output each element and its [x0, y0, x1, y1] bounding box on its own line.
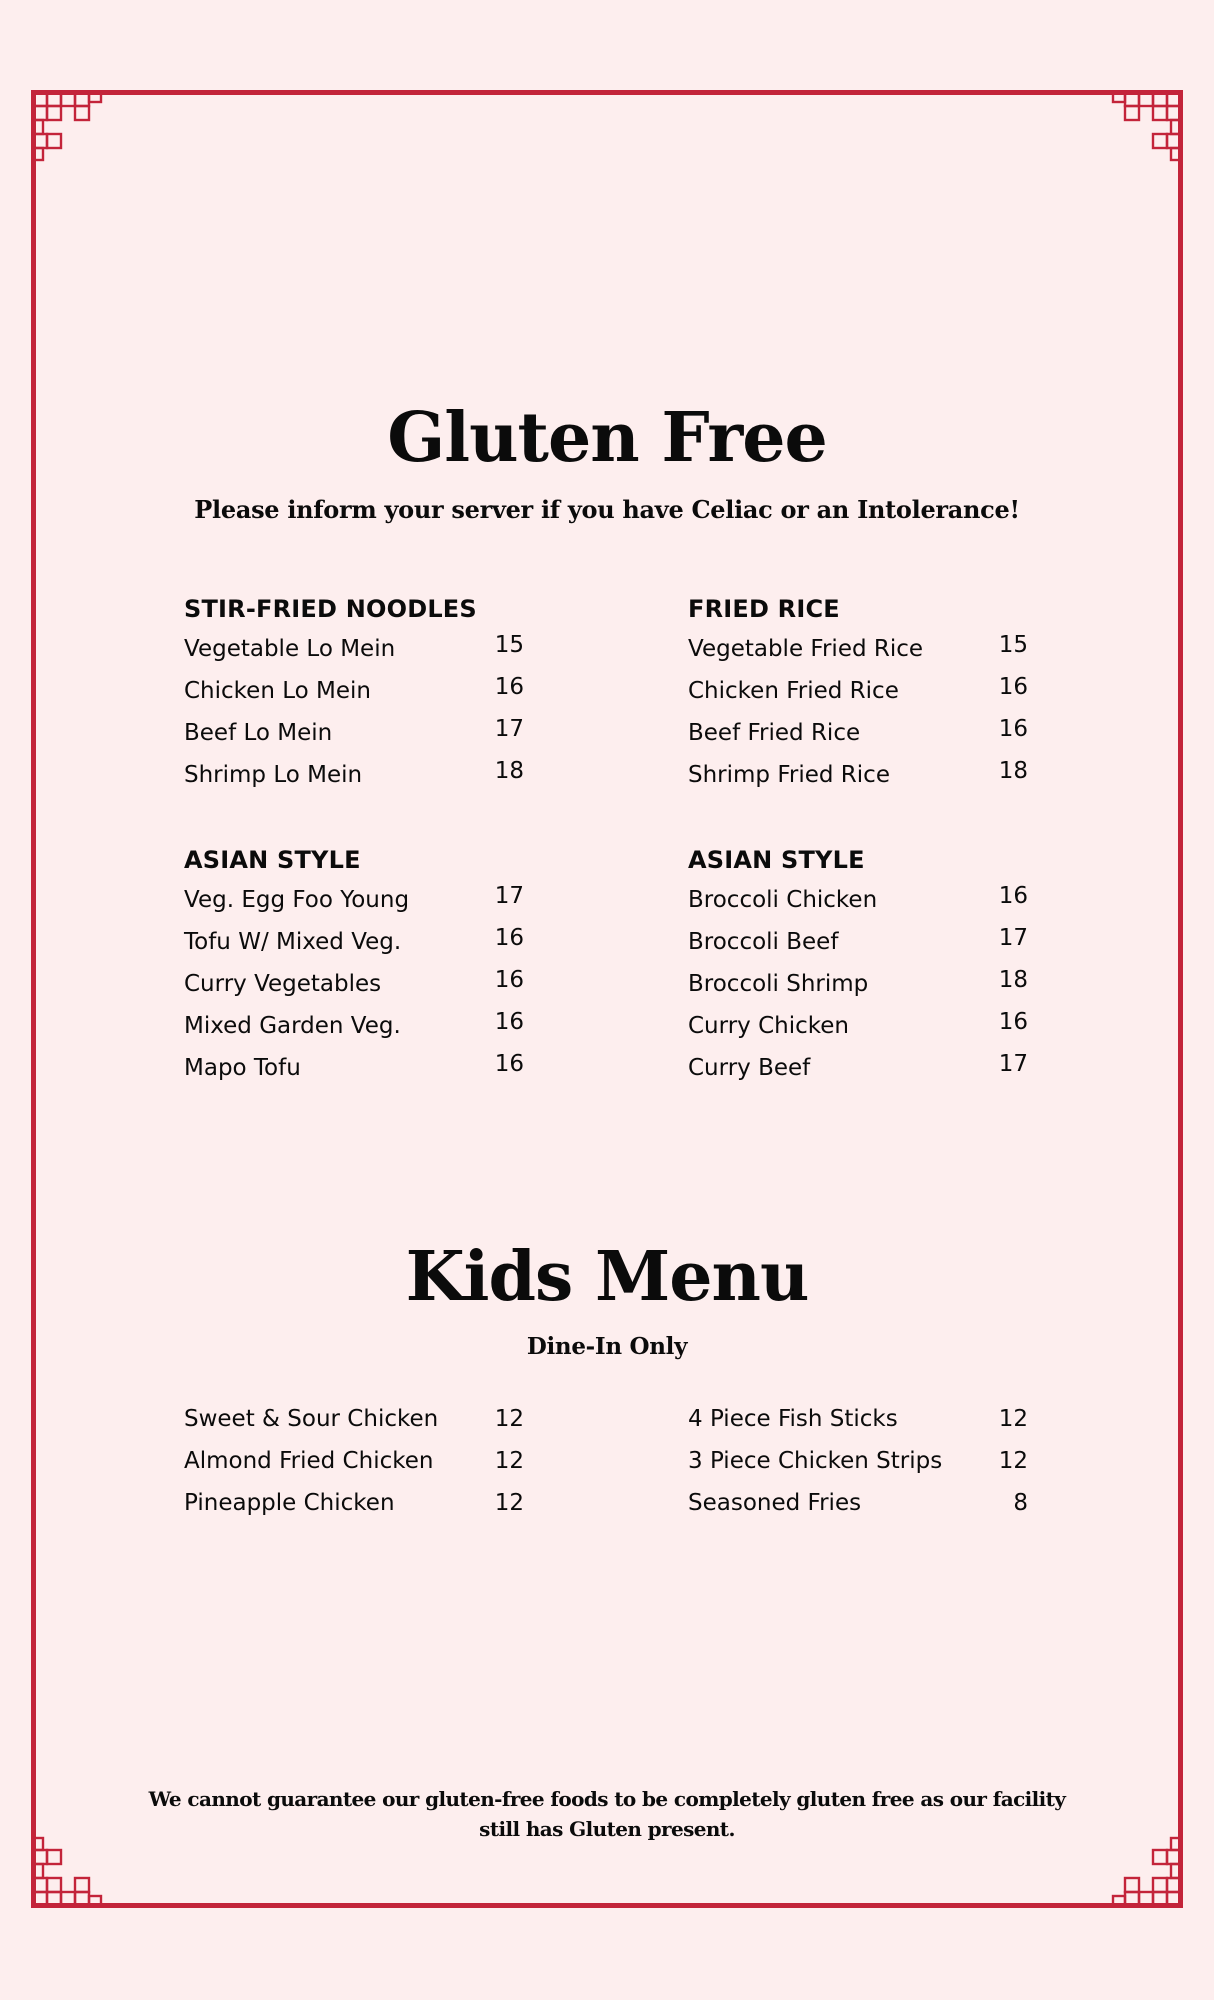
menu-item: [184, 1011, 524, 1053]
section-fried-rice: [688, 594, 1028, 802]
item-name: Chicken Lo Mein: [184, 678, 371, 704]
item-price: 12: [998, 1448, 1028, 1474]
kids-menu-column-right: [688, 1404, 1028, 1530]
item-price: 12: [494, 1490, 524, 1516]
item-name: Curry Beef: [688, 1055, 811, 1081]
item-price: 16: [494, 967, 524, 993]
lattice-corner-icon-bottom-right: [1111, 1836, 1183, 1908]
section-heading: ASIAN STYLE: [688, 846, 865, 874]
section-heading: STIR-FRIED NOODLES: [184, 595, 477, 623]
item-name: Vegetable Lo Mein: [184, 636, 396, 662]
item-name: Broccoli Shrimp: [688, 971, 869, 997]
item-name: Seasoned Fries: [688, 1490, 862, 1516]
menu-item: [688, 1053, 1028, 1095]
section-asian-style-meat: [688, 845, 1028, 1095]
item-price: 16: [494, 1009, 524, 1035]
menu-item: [688, 634, 1028, 676]
kids-menu-subtitle: Dine-In Only: [526, 1333, 688, 1360]
menu-item: [688, 1011, 1028, 1053]
item-name: Curry Chicken: [688, 1013, 849, 1039]
menu-item: [688, 885, 1028, 927]
item-price: 12: [998, 1406, 1028, 1432]
item-price: 16: [998, 1009, 1028, 1035]
lattice-corner-icon-top-left: [31, 90, 103, 162]
item-price: 16: [494, 925, 524, 951]
item-name: Mixed Garden Veg.: [184, 1013, 401, 1039]
item-name: Sweet & Sour Chicken: [184, 1406, 439, 1432]
menu-item: [688, 1446, 1028, 1488]
menu-item: [688, 969, 1028, 1011]
item-name: Vegetable Fried Rice: [688, 636, 924, 662]
item-price: 15: [494, 632, 524, 658]
item-name: Veg. Egg Foo Young: [184, 887, 410, 913]
item-name: Chicken Fried Rice: [688, 678, 899, 704]
menu-item: [184, 885, 524, 927]
item-name: Curry Vegetables: [184, 971, 382, 997]
item-price: 17: [998, 1051, 1028, 1077]
menu-item: [184, 634, 524, 676]
menu-item: [184, 1488, 524, 1530]
menu-item: [184, 676, 524, 718]
lattice-corner-icon-top-right: [1111, 90, 1183, 162]
menu-item: [184, 969, 524, 1011]
menu-item: [184, 718, 524, 760]
item-price: 16: [998, 883, 1028, 909]
menu-item: [688, 1488, 1028, 1530]
item-price: 17: [998, 925, 1028, 951]
item-name: Broccoli Chicken: [688, 887, 878, 913]
item-name: Pineapple Chicken: [184, 1490, 395, 1516]
menu-item: [184, 927, 524, 969]
item-name: 4 Piece Fish Sticks: [688, 1406, 898, 1432]
menu-item: [184, 1446, 524, 1488]
item-price: 12: [494, 1406, 524, 1432]
item-name: Shrimp Lo Mein: [184, 762, 363, 788]
section-heading: FRIED RICE: [688, 595, 840, 623]
gluten-free-title: Gluten Free: [387, 398, 827, 478]
menu-item: [184, 760, 524, 802]
item-name: Broccoli Beef: [688, 929, 839, 955]
kids-menu-title: Kids Menu: [405, 1237, 809, 1317]
kids-menu-column-left: [184, 1404, 524, 1530]
item-price: 12: [494, 1448, 524, 1474]
menu-item: [688, 718, 1028, 760]
item-price: 16: [998, 674, 1028, 700]
item-name: Almond Fried Chicken: [184, 1448, 434, 1474]
item-price: 18: [998, 967, 1028, 993]
item-name: Shrimp Fried Rice: [688, 762, 890, 788]
item-price: 18: [494, 758, 524, 784]
item-price: 15: [998, 632, 1028, 658]
section-asian-style-vegetarian: [184, 845, 524, 1095]
gluten-free-subtitle: Please inform your server if you have Celiac or an Intolerance!: [194, 495, 1020, 524]
menu-item: [688, 676, 1028, 718]
menu-item: [184, 1053, 524, 1095]
item-price: 18: [998, 758, 1028, 784]
item-name: 3 Piece Chicken Strips: [688, 1448, 943, 1474]
item-price: 16: [998, 716, 1028, 742]
menu-item: [688, 760, 1028, 802]
item-price: 16: [494, 1051, 524, 1077]
item-price: 17: [494, 883, 524, 909]
item-price: 16: [494, 674, 524, 700]
lattice-corner-icon-bottom-left: [31, 1836, 103, 1908]
section-stir-fried-noodles: [184, 594, 524, 802]
item-name: Tofu W/ Mixed Veg.: [184, 929, 402, 955]
section-heading: ASIAN STYLE: [184, 846, 361, 874]
menu-item: [688, 1404, 1028, 1446]
item-name: Beef Lo Mein: [184, 720, 333, 746]
item-name: Mapo Tofu: [184, 1055, 301, 1081]
menu-item: [688, 927, 1028, 969]
gluten-disclaimer: We cannot guarantee our gluten-free foods to be completely gluten free as our facility still has Gluten present.: [148, 1787, 1066, 1841]
item-price: 17: [494, 716, 524, 742]
item-name: Beef Fried Rice: [688, 720, 861, 746]
item-price: 8: [1013, 1490, 1028, 1516]
menu-item: [184, 1404, 524, 1446]
